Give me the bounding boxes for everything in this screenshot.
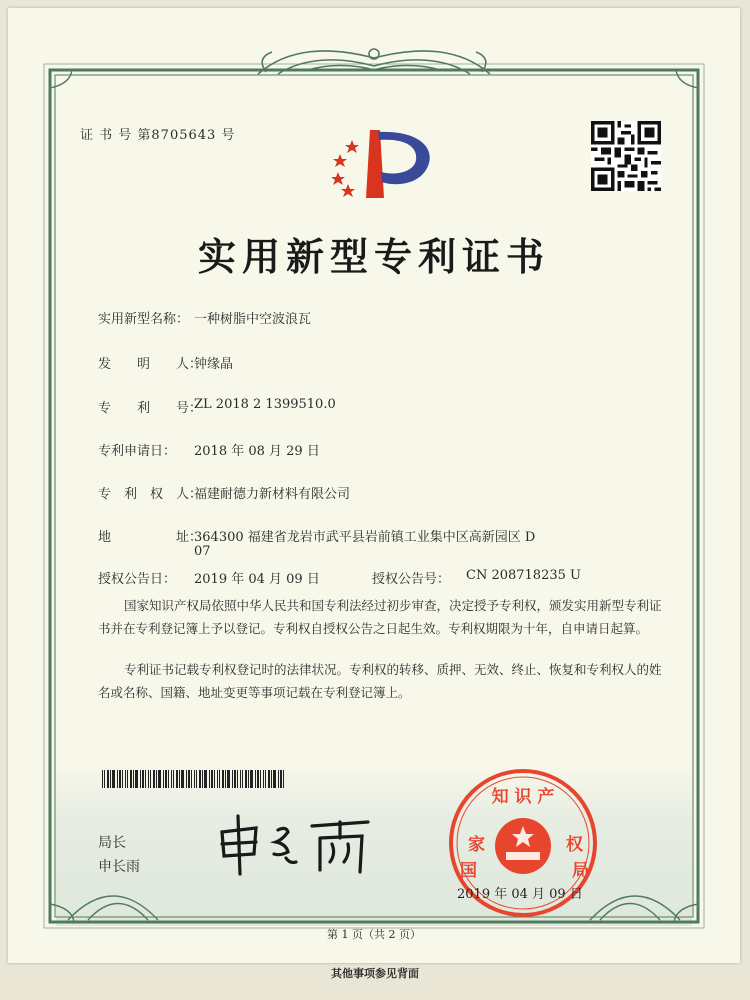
legal-status-paragraph: 专利证书记载专利权登记时的法律状况。专利权的转移、质押、无效、终止、恢复和专利权人的姓名或名称、国籍、地址变更等事项记载在专利登记簿上。 xyxy=(98,662,662,700)
field-value-name: 一种树脂中空波浪瓦 xyxy=(194,312,312,327)
svg-text:知 识 产: 知 识 产 xyxy=(491,787,555,807)
field-value-announce-number: CN 208718235 U xyxy=(466,568,581,583)
svg-text:国: 国 xyxy=(460,861,477,881)
barcode-icon xyxy=(102,770,288,788)
field-label-address: 地 址： xyxy=(98,530,203,545)
field-value-application-date: 2018 年 08 月 29 日 xyxy=(194,444,320,459)
seal-date: 2019 年 04 月 09 日 xyxy=(457,887,583,902)
field-value-patentee: 福建耐德力新材料有限公司 xyxy=(194,487,351,502)
statement-paragraph: 国家知识产权局依照中华人民共和国专利法经过初步审查，决定授予专利权，颁发实用新型专利证书并在专利登记簿上予以登记。专利权自授权公告之日起生效。专利权期限为十年，自申请日起算。 xyxy=(98,598,662,636)
field-label-announce-number: 授权公告号： xyxy=(372,572,451,587)
svg-text:权: 权 xyxy=(566,835,583,855)
field-label-grant-date: 授权公告日： xyxy=(98,572,177,587)
field-value-grant-date: 2019 年 04 月 09 日 xyxy=(194,572,320,587)
director-name: 申长雨 xyxy=(98,859,140,875)
director-title: 局长 xyxy=(98,835,126,851)
field-value-address-line2: 07 xyxy=(194,544,211,559)
certificate xyxy=(8,8,740,963)
field-label-inventor: 发 明 人： xyxy=(98,357,203,372)
qr-code-icon xyxy=(591,121,661,191)
field-value-address: 364300 福建省龙岩市武平县岩前镇工业集中区高新园区 D xyxy=(194,530,536,545)
patent-office-logo-icon xyxy=(326,126,441,206)
field-label-patent-number: 专 利 号： xyxy=(98,401,203,416)
field-label-application-date: 专利申请日： xyxy=(98,444,177,459)
page-number: 第 1 页（共 2 页） xyxy=(327,928,421,941)
director-signature xyxy=(208,808,378,878)
field-label-name: 实用新型名称： xyxy=(98,312,190,327)
svg-text:局: 局 xyxy=(572,861,589,881)
certificate-number: 证 书 号 第8705643 号 xyxy=(80,128,236,143)
field-value-patent-number: ZL 2018 2 1399510.0 xyxy=(194,397,336,412)
field-value-inventor: 钟缘晶 xyxy=(194,357,234,372)
field-label-patentee: 专 利 权 人： xyxy=(98,487,203,502)
certificate-title: 实用新型专利证书 xyxy=(197,235,550,279)
back-note: 其他事项参见背面 xyxy=(331,967,419,980)
svg-text:家: 家 xyxy=(468,835,485,855)
